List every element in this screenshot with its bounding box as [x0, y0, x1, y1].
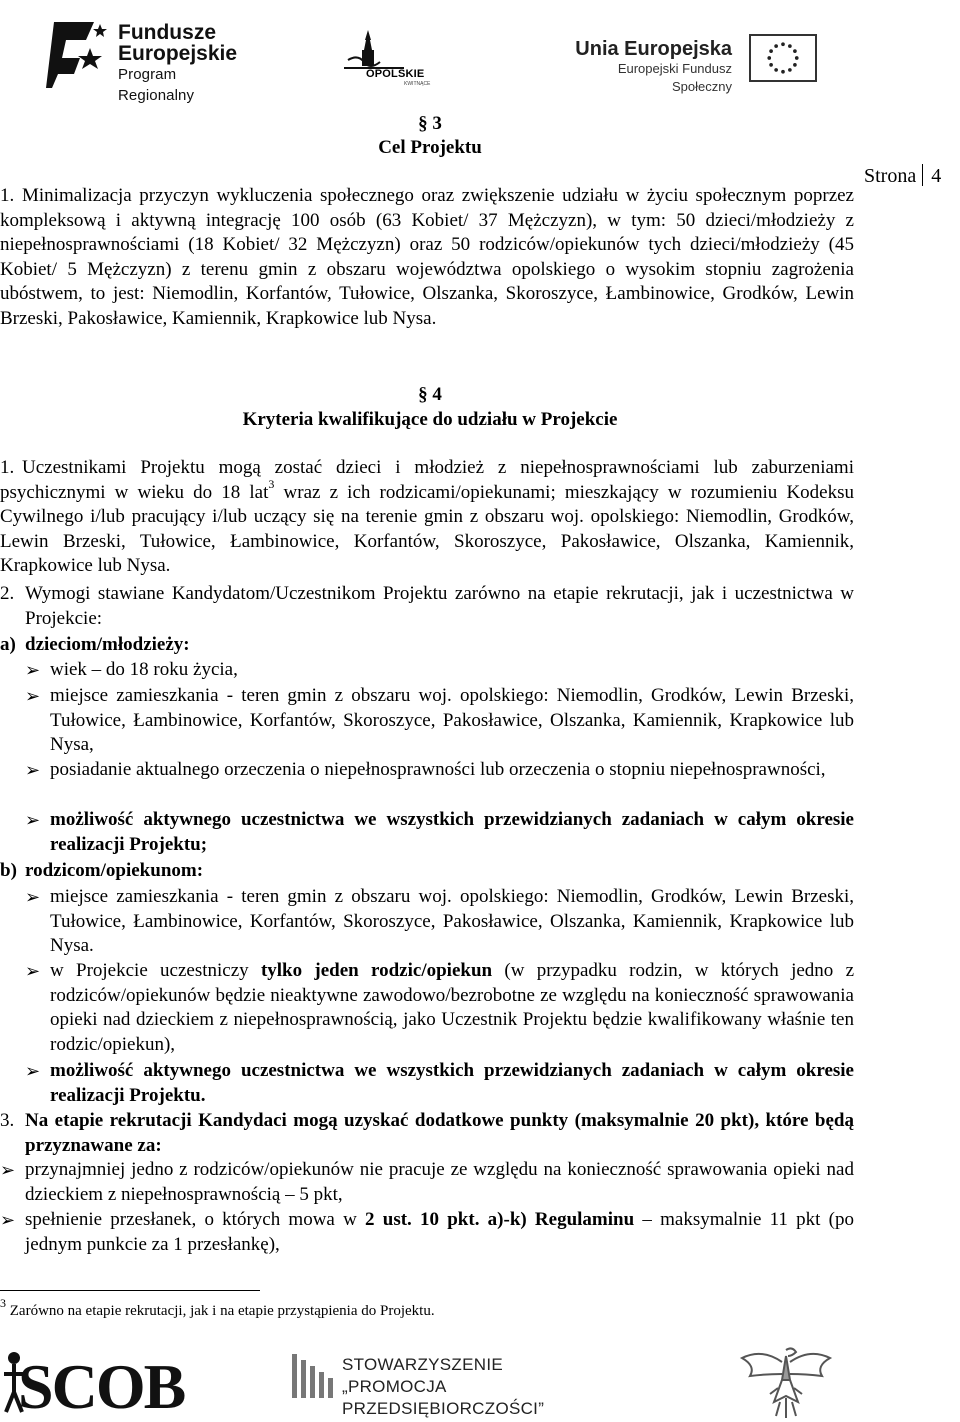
s4-b-item2-b: (w przypadku rodzin, w których jedno z rodziców/opiekunów będzie nieaktywne zawodowo/bezrobotne ze względu na konieczność sprawowania opieki nad dzieckiem z niepełnosprawnością, jako Uczestnik Projektu będzie kwalifikowany właśnie ten rodzic/opiekun), [50, 960, 855, 1055]
eu-flag-icon [749, 34, 817, 82]
scob-logo [0, 1348, 190, 1420]
arrow-bullet-icon: ➢ [25, 961, 41, 981]
footnote [0, 1296, 435, 1321]
s4-p1-a: Uczestnikami Projektu mogą zostać dzieci i młodzież z niepełnosprawnościami lub zaburzeniami psychicznymi w wieku do 18 lat [0, 457, 854, 503]
section4-title: Kryteria kwalifikujące do udziału w Projekcie [242, 409, 618, 430]
s4-p1 [0, 456, 854, 579]
s4-p1-b: wraz z ich rodzicami/opiekunami; mieszkający w rozumieniu Kodeksu Cywilnego i/lub pracujący i/lub uczący się na terenie gmin z obszaru woj. opolskiego: Niemodlin, Grodków, Lewin Brzeski, Tułowice, Łambinowice, Korfantów, Skoroszyce, Pakosławice, Olszanka, Kamiennik, Krapkowice lub Nysa. [0, 481, 854, 576]
arrow-bullet-icon: ➢ [25, 760, 41, 780]
footnote-text: Zarówno na etapie rekrutacji, jak i na etapie przystąpienia do Projektu. [6, 1303, 435, 1319]
s4-a-item: miejsce zamieszkania - teren gmin z obszaru woj. opolskiego: Niemodlin, Grodków, Lewin Brzeski, Tułowice, Łambinowice, Korfantów, Skoroszyce, Pakosławice, Olszanka, Kamiennik, Krapkowice lub Nysa, [50, 685, 854, 755]
s4-b-item1: miejsce zamieszkania - teren gmin z obszaru woj. opolskiego: Niemodlin, Grodków, Lewin Brzeski, Tułowice, Łambinowice, Korfantów, Skoroszyce, Pakosławice, Olszanka, Kamiennik, Krapkowice lub Nysa. [50, 886, 854, 956]
footnote-ref: 3 [268, 477, 275, 492]
opolskie-logo [344, 30, 448, 92]
fe-line2: Europejskie [118, 42, 238, 65]
s4-a-label: a) [0, 634, 16, 655]
arrow-bullet-icon: ➢ [25, 810, 41, 830]
stowarzyszenie-logo [290, 1348, 620, 1418]
arrow-bullet-icon: ➢ [0, 1160, 16, 1180]
s4-a-item: wiek – do 18 roku życia, [50, 659, 238, 680]
s4-b-item2-bold: tylko jeden rodzic/opiekun [260, 960, 493, 981]
s4-a-item: możliwość aktywnego uczestnictwa we wszystkich przewidzianych zadaniach w całym okresie realizacji Projektu; [50, 809, 854, 855]
s4-p3-item2 [25, 1208, 854, 1257]
stowarzyszenie-mark-icon [290, 1350, 334, 1402]
s4-p3: Na etapie rekrutacji Kandydaci mogą uzyskać dodatkowe punkty (maksymalnie 20 pkt), które będą przyznawane za: [25, 1110, 854, 1156]
s4-p2-num: 2. [0, 583, 15, 604]
s4-b-title: rodzicom/opiekunom: [25, 860, 204, 881]
page-separator [922, 164, 923, 186]
fundusze-europejskie-mark-icon [46, 18, 110, 90]
s4-p3-item2-a: spełnienie przesłanek, o których mowa w [25, 1209, 366, 1230]
page-number [864, 165, 941, 188]
section4-sign: § 4 [418, 384, 442, 405]
s4-a-title: dzieciom/młodzieży: [25, 634, 190, 655]
stow-line2: „PROMOCJA PRZEDSIĘBIORCZOŚCI” [342, 1377, 545, 1418]
s4-p3-num: 3. [0, 1110, 15, 1131]
ue-subtitle: Europejski Fundusz Społeczny [617, 61, 732, 94]
page-label: Strona [864, 165, 917, 187]
unia-europejska-logo [562, 34, 822, 94]
ue-title: Unia Europejska [575, 38, 732, 60]
scob-text: SCOB [18, 1351, 185, 1422]
fe-line1: Fundusze [118, 21, 216, 44]
s4-b-label: b) [0, 860, 17, 881]
arrow-bullet-icon: ➢ [25, 887, 41, 907]
s4-p3-item2-bold: 2 ust. 10 pkt. a)-k) Regulaminu [365, 1209, 635, 1230]
section3-title: Cel Projektu [378, 137, 482, 158]
s3-p1: Minimalizacja przyczyn wykluczenia społecznego oraz zwiększenie udziału w życiu społecznym poprzez kompleksową i aktywną integrację 100 osób (63 Kobiet/ 37 Mężczyzn), w tym: 50 dzieci/młodzieży z niepełnosprawnościami (18 Kobiet/ 32 Mężczyzn) oraz 50 rodziców/opiekunów tych dzieci/młodzieży (45 Kobiet/ 5 Mężczyzn) z terenu gmin z obszaru województwa opolskiego o wysokim stopniu zagrożenia ubóstwem, to jest: Niemodlin, Korfantów, Tułowice, Olszanka, Skoroszyce, Łambinowice, Grodków, Lewin Brzeski, Pakosławice, Kamiennik, Krapkowice lub Nysa. [0, 185, 854, 329]
eagle-emblem-icon [736, 1340, 836, 1422]
s4-b-item2-a: w Projekcie uczestniczy [50, 960, 261, 981]
section3-sign: § 3 [418, 113, 442, 134]
page-header [0, 0, 960, 104]
s4-p2: Wymogi stawiane Kandydatom/Uczestnikom Projektu zarówno na etapie rekrutacji, jak i uczestnictwa w Projekcie: [25, 583, 854, 629]
s4-a-item: posiadanie aktualnego orzeczenia o niepełnosprawności lub orzeczenia o stopniu niepełnosprawności, [50, 759, 826, 780]
s4-p3-item1: przynajmniej jedno z rodziców/opiekunów nie pracuje ze względu na konieczność sprawowania opieki nad dzieckiem z niepełnosprawnością – 5 pkt, [25, 1159, 854, 1205]
stow-line1: STOWARZYSZENIE [342, 1355, 503, 1374]
fe-line3: Program Regionalny [118, 66, 195, 104]
s4-b-item3: możliwość aktywnego uczestnictwa we wszystkich przewidzianych zadaniach w całym okresie realizacji Projektu. [50, 1060, 854, 1106]
s4-p1-num: 1. [0, 457, 15, 478]
s4-p3-item2-b: – maksymalnie 11 pkt (po jednym punkcie za 1 przesłankę), [25, 1209, 854, 1255]
fundusze-europejskie-logo [46, 18, 246, 104]
s4-b-item2 [50, 959, 854, 1057]
opolskie-text: OPOLSKIE [366, 68, 425, 80]
arrow-bullet-icon: ➢ [25, 1061, 41, 1081]
footnote-divider [0, 1290, 260, 1291]
opolskie-subtext: KWITNĄCE [404, 81, 431, 87]
s3-p1-num: 1. [0, 185, 15, 206]
opolskie-tower-icon [344, 30, 448, 70]
arrow-bullet-icon: ➢ [0, 1210, 16, 1230]
page-footer [0, 1340, 960, 1422]
arrow-bullet-icon: ➢ [25, 686, 41, 706]
footnote-number: 3 [0, 1296, 6, 1310]
arrow-bullet-icon: ➢ [25, 660, 41, 680]
page-value: 4 [931, 165, 942, 187]
